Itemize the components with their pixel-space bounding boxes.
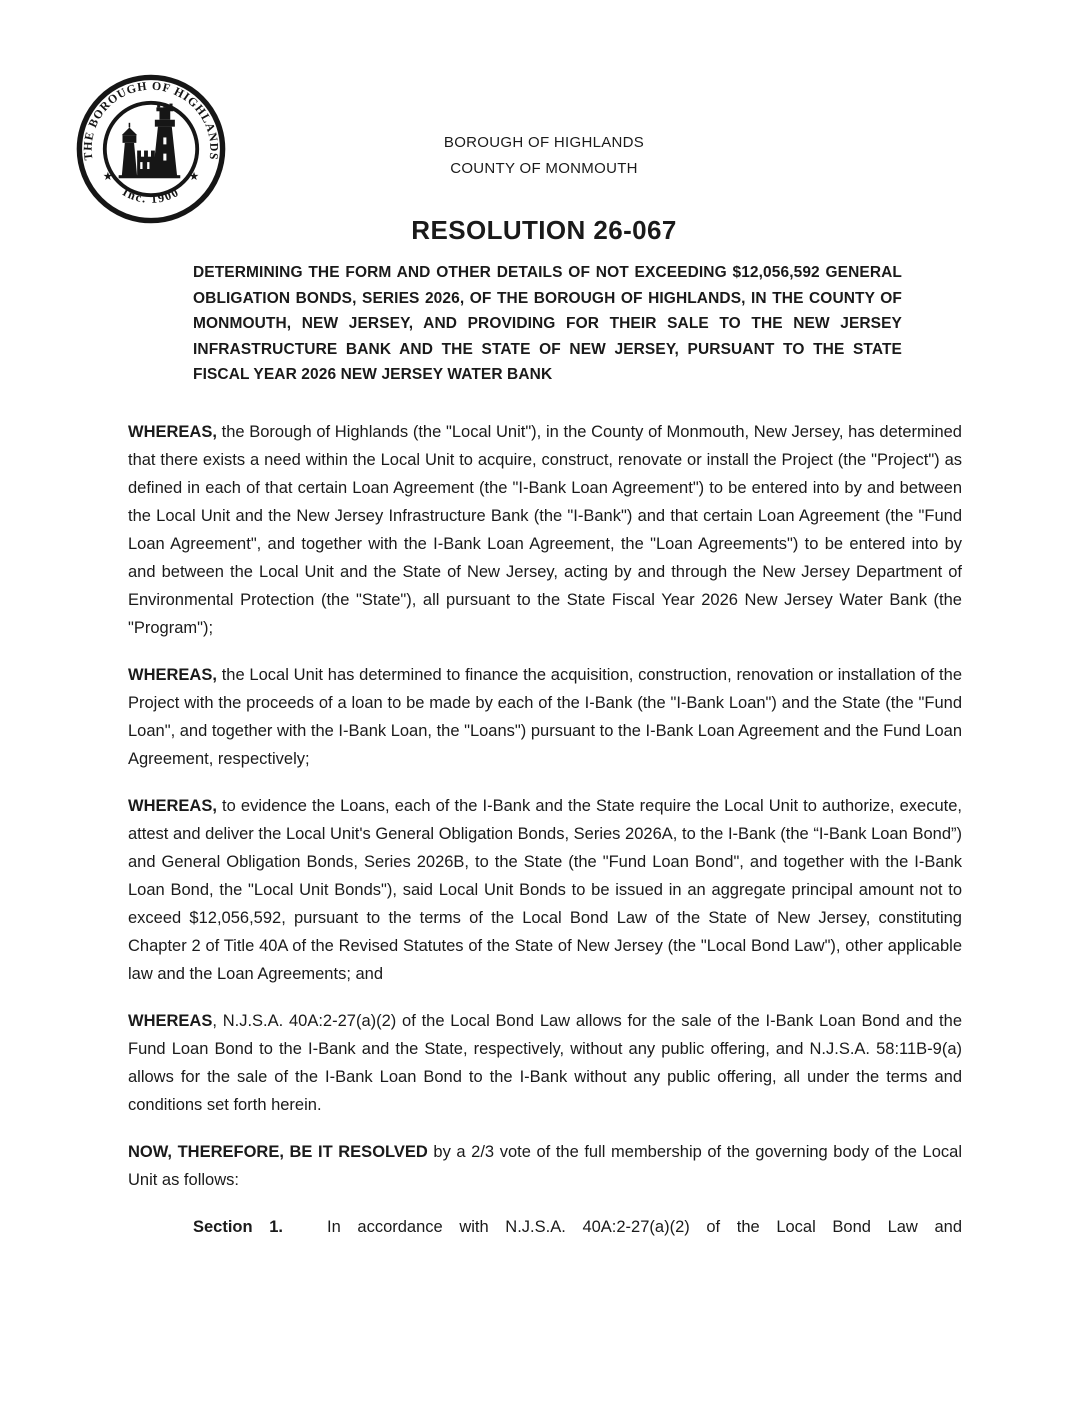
whereas-clause-3 xyxy=(128,792,962,988)
seal-image xyxy=(74,72,228,226)
whereas-text-3: to evidence the Loans, each of the I-Bank and the State require the Local Unit to authorize, execute, attest and deliver the Local Unit's General Obligation Bonds, Series 2026A, to the I-Bank (the “I-Bank Loan Bond”) and General Obligation Bonds, Series 2026B, to the State (the "Fund Loan Bond", and together with the I-Bank Loan Bond, the "Local Unit Bonds"), said Local Unit Bonds to be issued in an aggregate principal amount not to exceed $12,056,592, pursuant to the terms of the Local Bond Law of the State of New Jersey, constituting Chapter 2 of Title 40A of the Revised Statutes of the State of New Jersey (the "Local Bond Law"), other applicable law and the Loan Agreements; and xyxy=(128,796,962,983)
whereas-lead-3: WHEREAS, xyxy=(128,796,217,815)
whereas-lead-1: WHEREAS, xyxy=(128,422,217,441)
resolution-number-title: RESOLUTION 26-067 xyxy=(411,215,677,245)
borough-seal-logo xyxy=(74,72,228,226)
svg-text:Inc. 1900 xyxy=(120,185,182,206)
section-1-label: Section 1. xyxy=(193,1217,283,1236)
whereas-lead-2: WHEREAS, xyxy=(128,665,217,684)
whereas-clause-4 xyxy=(128,1007,962,1119)
svg-text:THE BOROUGH OF HIGHLANDS xyxy=(81,79,222,162)
section-1-text: In accordance with N.J.S.A. 40A:2-27(a)(2) of the Local Bond Law and xyxy=(327,1217,962,1236)
letterhead-borough-line: BOROUGH OF HIGHLANDS xyxy=(443,134,645,151)
seal-star-left-icon: ★ xyxy=(102,170,114,183)
document-body xyxy=(0,260,1088,1241)
castle-lighthouse-icon xyxy=(119,104,181,179)
section-1-paragraph xyxy=(128,1213,962,1241)
whereas-text-4: , N.J.S.A. 40A:2-27(a)(2) of the Local Bond Law allows for the sale of the I-Bank Loan Bond and the Fund Loan Bond to the I-Bank and the State, respectively, without any public offering, and N.J.S.A. 58:11B-9(a) allows for the sale of the I-Bank Loan Bond to the I-Bank without any public offering, all under the terms and conditions set forth herein. xyxy=(128,1011,962,1114)
whereas-clause-1 xyxy=(128,418,962,642)
resolved-clause xyxy=(128,1138,962,1194)
whereas-lead-4: WHEREAS xyxy=(128,1011,213,1030)
letterhead-county-line: COUNTY OF MONMOUTH xyxy=(450,160,638,177)
whereas-text-1: the Borough of Highlands (the "Local Unit"), in the County of Monmouth, New Jersey, has determined that there exists a need within the Local Unit to acquire, construct, renovate or install the Project (the "Project") as defined in each of that certain Loan Agreement (the "I-Bank Loan Agreement") to be entered into by and between the Local Unit and the New Jersey Infrastructure Bank (the "I-Bank") and that certain Loan Agreement (the "Fund Loan Agreement", and together with the I-Bank Loan Agreement, the "Loan Agreements") to be entered into by and between the Local Unit and the State of New Jersey, acting by and through the New Jersey Department of Environmental Protection (the "State"), all pursuant to the State Fiscal Year 2026 New Jersey Water Bank (the "Program"); xyxy=(128,422,962,637)
resolved-text: by a 2/3 vote of the full membership of the governing body of the Local Unit as follows: xyxy=(128,1142,962,1189)
resolved-lead: NOW, THEREFORE, BE IT RESOLVED xyxy=(128,1142,428,1161)
seal-bottom-text: Inc. 1900 xyxy=(120,184,182,207)
whereas-text-2: the Local Unit has determined to finance the acquisition, construction, renovation or installation of the Project with the proceeds of a loan to be made by each of the I-Bank (the "I-Bank Loan") and the State (the "Fund Loan", and together with the I-Bank Loan, the "Loans") pursuant to the I-Bank Loan Agreement and the Fund Loan Agreement, respectively; xyxy=(128,665,962,768)
seal-star-right-icon: ★ xyxy=(188,170,200,183)
whereas-clause-2 xyxy=(128,661,962,773)
resolution-subject: DETERMINING THE FORM AND OTHER DETAILS OF NOT EXCEEDING $12,056,592 GENERAL OBLIGATION BONDS, SERIES 2026, OF THE BOROUGH OF HIGHLANDS, IN THE COUNTY OF MONMOUTH, NEW JERSEY, AND PROVIDING FOR THEIR SALE TO THE NEW JERSEY INFRASTRUCTURE BANK AND THE STATE OF NEW JERSEY, PURSUANT TO THE STATE FISCAL YEAR 2026 NEW JERSEY WATER BANK xyxy=(193,264,902,383)
seal-arc-text: THE BOROUGH OF HIGHLANDS xyxy=(80,78,222,162)
